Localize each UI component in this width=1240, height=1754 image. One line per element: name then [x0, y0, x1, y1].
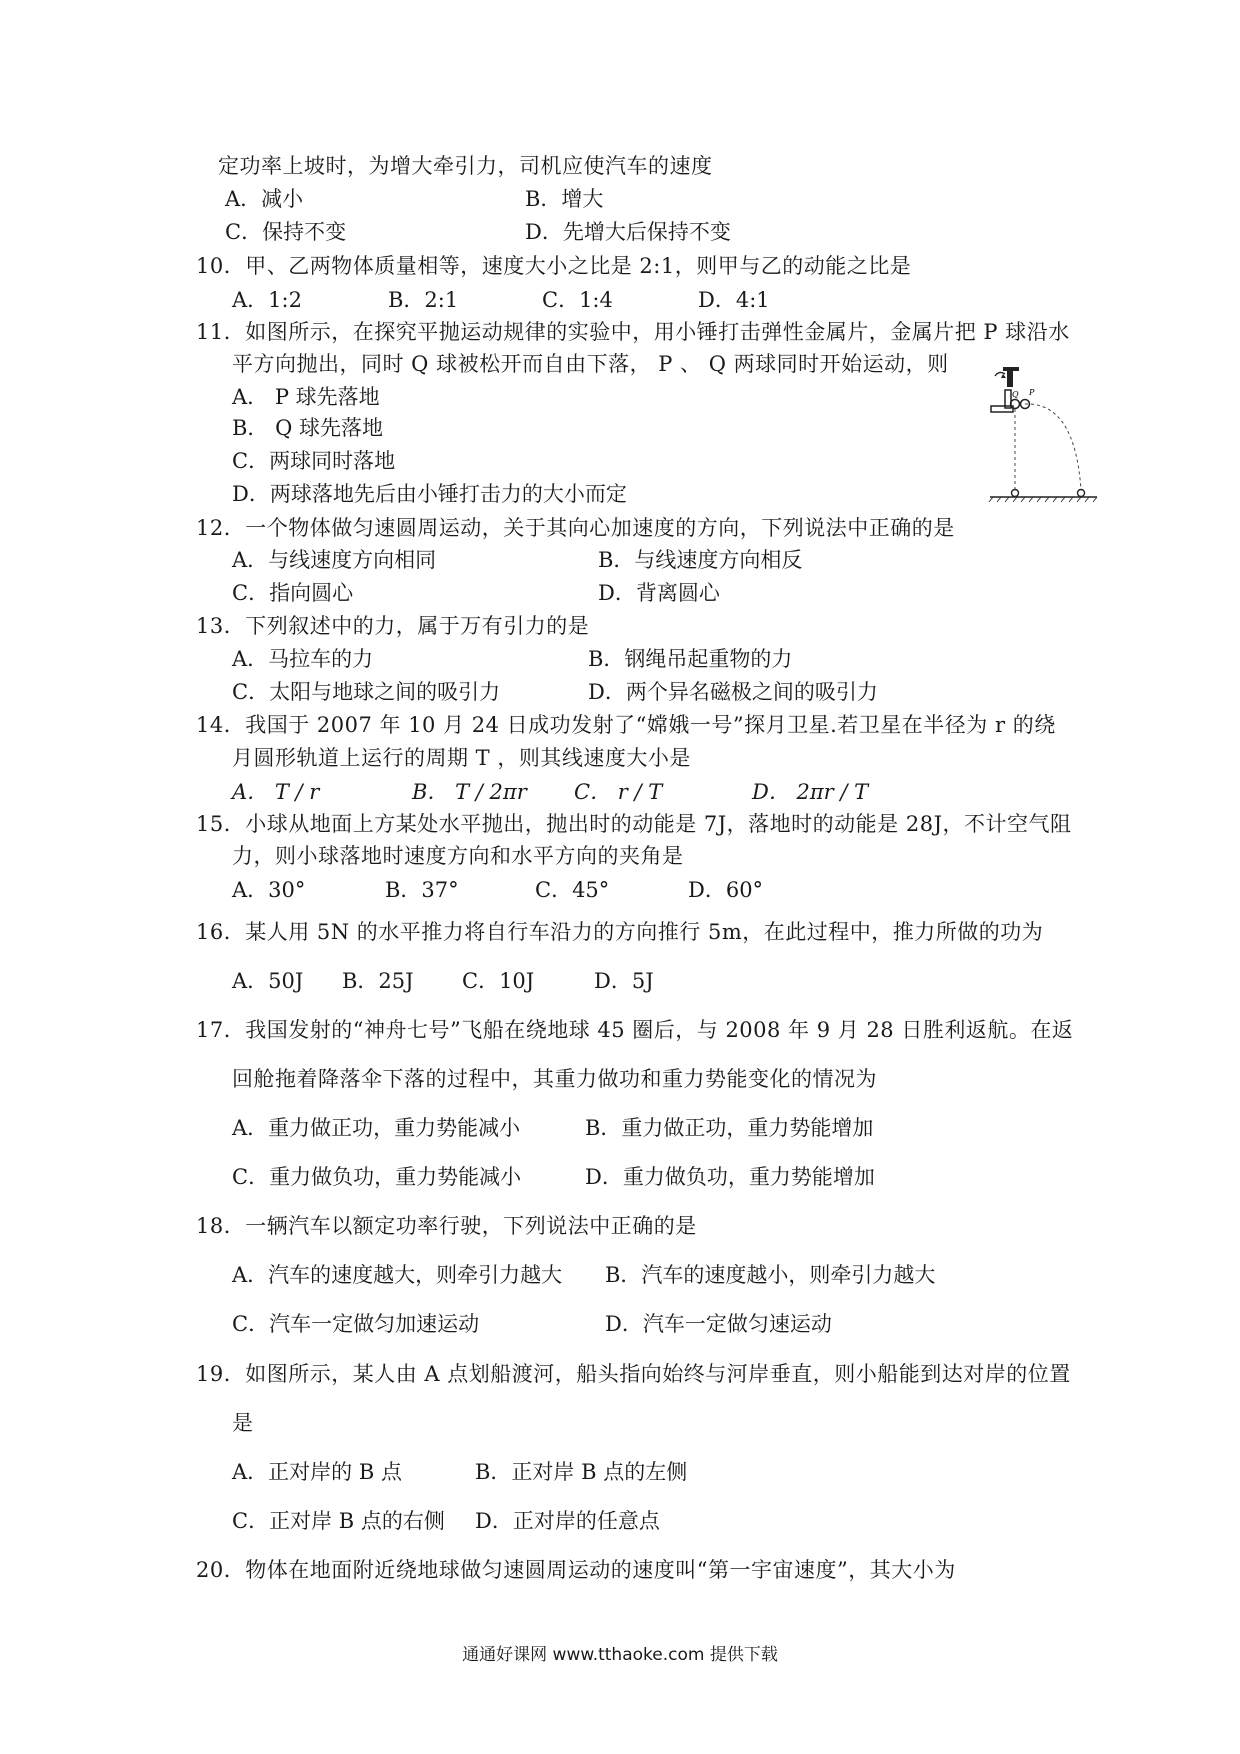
hammer-head: [1003, 367, 1019, 371]
q15-option-c: C．45°: [535, 878, 610, 902]
q13-option-c: C．太阳与地球之间的吸引力: [232, 680, 501, 704]
q12-option-a: A．与线速度方向相同: [232, 548, 437, 572]
q17-option-b: B．重力做正功，重力势能增加: [585, 1116, 874, 1140]
stand-base: [991, 406, 1013, 412]
q10-option-d: D．4:1: [698, 288, 770, 312]
q15-option-d: D．60°: [688, 878, 764, 902]
q19-option-c: C．正对岸 B 点的右侧: [232, 1509, 445, 1533]
ball-p-landed: [1078, 490, 1085, 497]
q15-option-b: B．37°: [385, 878, 459, 902]
q11-stem-line2: 平方向抛出，同时 Q 球被松开而自由下落， P 、 Q 两球同时开始运动，则: [232, 352, 949, 376]
q13-option-d: D．两个异名磁极之间的吸引力: [588, 680, 878, 704]
q20-stem: 20．物体在地面附近绕地球做匀速圆周运动的速度叫“第一宇宙速度”，其大小为: [196, 1558, 956, 1582]
q18-option-b: B．汽车的速度越小，则牵引力越大: [605, 1263, 936, 1287]
q15-option-a: A．30°: [232, 878, 306, 902]
q14-stem-line2: 月圆形轨道上运行的周期 T ，则其线速度大小是: [232, 746, 691, 770]
q9-stem-tail: 定功率上坡时，为增大牵引力，司机应使汽车的速度: [218, 154, 713, 178]
q18-stem: 18．一辆汽车以额定功率行驶，下列说法中正确的是: [196, 1214, 697, 1238]
q12-stem: 12．一个物体做匀速圆周运动，关于其向心加速度的方向，下列说法中正确的是: [196, 516, 955, 540]
q10-stem: 10．甲、乙两物体质量相等，速度大小之比是 2:1，则甲与乙的动能之比是: [196, 254, 912, 278]
ball-q: [1011, 400, 1020, 409]
q14-option-b: B． T / 2πr: [412, 780, 527, 804]
q13-stem: 13．下列叙述中的力，属于万有引力的是: [196, 614, 590, 638]
q10-option-b: B．2:1: [388, 288, 459, 312]
q10-option-a: A．1:2: [232, 288, 302, 312]
q17-stem-line1: 17．我国发射的“神舟七号”飞船在绕地球 45 圈后，与 2008 年 9 月 28 日胜利返航。在返: [196, 1018, 1074, 1042]
q11-option-c: C．两球同时落地: [232, 449, 396, 473]
q11-stem-line1: 11．如图所示，在探究平抛运动规律的实验中，用小锤打击弹性金属片，金属片把 P 球沿水: [196, 320, 1070, 344]
q9-option-d: D．先增大后保持不变: [525, 220, 731, 244]
figure-label-p: P: [1029, 388, 1035, 397]
q16-stem: 16．某人用 5N 的水平推力将自行车沿力的方向推行 5m，在此过程中，推力所做的功为: [196, 920, 1044, 944]
p-parabolic-path: [1025, 404, 1081, 490]
page-footer: 通通好课网 www.tthaoke.com 提供下载: [462, 1645, 778, 1665]
projectile-experiment-figure: [985, 362, 1100, 504]
q16-option-d: D．5J: [594, 969, 654, 993]
q11-option-d: D．两球落地先后由小锤打击力的大小而定: [232, 482, 627, 506]
q16-option-a: A．50J: [232, 969, 304, 993]
q14-option-d: D． 2πr / T: [752, 780, 869, 804]
q12-option-b: B．与线速度方向相反: [598, 548, 803, 572]
q19-option-d: D．正对岸的任意点: [475, 1509, 660, 1533]
figure-label-q: Q: [1012, 390, 1019, 399]
q15-stem-line2: 力，则小球落地时速度方向和水平方向的夹角是: [232, 844, 684, 868]
q19-option-b: B．正对岸 B 点的左侧: [475, 1460, 688, 1484]
q16-option-b: B．25J: [342, 969, 414, 993]
q17-stem-line2: 回舱拖着降落伞下落的过程中，其重力做功和重力势能变化的情况为: [232, 1067, 877, 1091]
q15-stem-line1: 15．小球从地面上方某处水平抛出，抛出时的动能是 7J，落地时的动能是 28J，不计空气阻: [196, 812, 1072, 836]
q12-option-c: C．指向圆心: [232, 581, 354, 605]
q9-option-a: A．减小: [225, 187, 304, 211]
q17-option-d: D．重力做负功，重力势能增加: [585, 1165, 875, 1189]
q14-option-c: C． r / T: [574, 780, 663, 804]
q9-option-c: C．保持不变: [225, 220, 347, 244]
q11-option-b: B． Q 球先落地: [232, 416, 383, 440]
q14-option-a: A． T / r: [232, 780, 320, 804]
q14-stem-line1: 14．我国于 2007 年 10 月 24 日成功发射了“嫦娥一号”探月卫星.若卫星在半径为 r 的绕: [196, 713, 1056, 737]
q17-option-a: A．重力做正功，重力势能减小: [232, 1116, 521, 1140]
q12-option-d: D．背离圆心: [598, 581, 720, 605]
q18-option-d: D．汽车一定做匀速运动: [605, 1312, 832, 1336]
q19-stem-line2: 是: [232, 1411, 254, 1435]
q13-option-b: B．钢绳吊起重物的力: [588, 647, 793, 671]
q19-stem-line1: 19．如图所示，某人由 A 点划船渡河，船头指向始终与河岸垂直，则小船能到达对岸的位置: [196, 1362, 1071, 1386]
ball-q-landed: [1012, 490, 1019, 497]
q9-option-b: B．增大: [525, 187, 604, 211]
hammer-arrowhead: [1001, 374, 1006, 378]
q18-option-c: C．汽车一定做匀加速运动: [232, 1312, 480, 1336]
q17-option-c: C．重力做负功，重力势能减小: [232, 1165, 522, 1189]
q11-option-a: A． P 球先落地: [232, 385, 380, 409]
q18-option-a: A．汽车的速度越大，则牵引力越大: [232, 1263, 563, 1287]
q19-option-a: A．正对岸的 B 点: [232, 1460, 402, 1484]
q10-option-c: C．1:4: [542, 288, 613, 312]
q16-option-c: C．10J: [462, 969, 535, 993]
q13-option-a: A．马拉车的力: [232, 647, 374, 671]
